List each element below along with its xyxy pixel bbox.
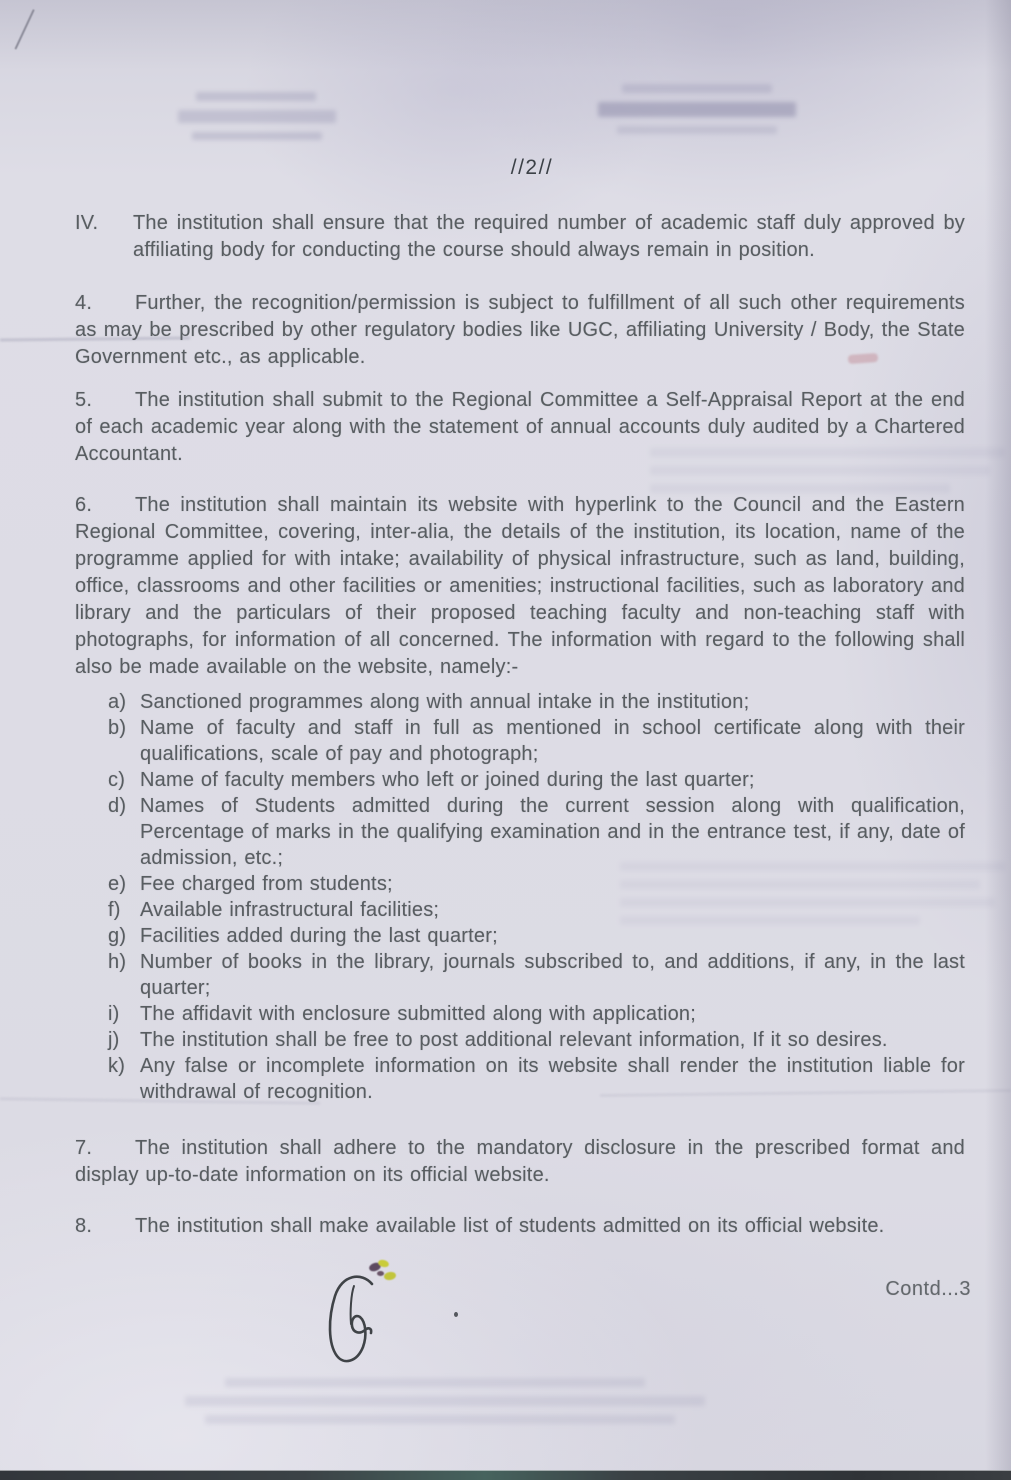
paragraph-6-number: 6. [75,494,93,516]
list-item-a-text: Sanctioned programmes along with annual intake in the institution; [140,691,750,713]
signature-squiggle [316,1272,388,1372]
list-item-b [108,715,965,767]
paragraph-7 [75,1135,965,1189]
paragraph-4 [75,290,965,371]
bleedthrough-text-block [185,1378,705,1433]
paragraph-5-number: 5. [75,389,93,411]
paragraph-4-text: Further, the recognition/permission is subject to fulfillment of all such other requirements as may be prescribed by other regulatory bodies like UGC, affiliating University / Body, the State Government etc., as applicable. [75,292,965,368]
list-item-a [108,689,965,715]
list-item-e-text: Fee charged from students; [140,873,393,895]
paragraph-iv-text: The institution shall ensure that the required number of academic staff duly approved by affiliating body for conducting the course should always remain in position. [133,212,965,261]
page-number-marker: //2// [510,156,554,179]
paragraph-8-number: 8. [75,1215,93,1237]
ink-dot [454,1312,458,1317]
paragraph-6 [75,492,965,681]
paragraph-8-text: The institution shall make available list of students admitted on its official website. [135,1215,885,1237]
list-item-c-label: c) [108,769,126,791]
list-item-i-text: The affidavit with enclosure submitted along with application; [140,1003,697,1025]
list-item-k-label: k) [108,1055,126,1077]
paragraph-7-text: The institution shall adhere to the mandatory disclosure in the prescribed format and display up-to-date information on its official website. [75,1137,965,1186]
list-item-g [108,923,965,949]
list-item-d-label: d) [108,795,127,817]
list-item-g-label: g) [108,925,127,947]
paragraph-5 [75,387,965,468]
list-item-c-text: Name of faculty members who left or joined during the last quarter; [140,769,755,791]
paragraph-iv [75,210,965,264]
list-item-h-label: h) [108,951,127,973]
paragraph-7-number: 7. [75,1137,93,1159]
paragraph-5-text: The institution shall submit to the Regional Committee a Self-Appraisal Report at the end of each academic year along with the statement of annual accounts duly audited by a Chartered Accountant. [75,389,965,465]
paragraph-iv-number: IV. [75,212,99,234]
list-item-g-text: Facilities added during the last quarter; [140,925,498,947]
list-item-j [108,1027,965,1053]
list-item-b-label: b) [108,717,127,739]
paragraph-6-text: The institution shall maintain its website with hyperlink to the Council and the Eastern Regional Committee, covering, inter-alia, the details of the institution, its location, name of the programme applied for with intake; availability of physical infrastructure, such as land, building, office, classrooms and other facilities or amenities; instructional facilities, such as laboratory and library and the particulars of their proposed teaching faculty and non-teaching staff with photographs, for information of all concerned. The information with regard to the following shall also be made available on the website, namely:- [75,494,965,678]
list-item-i [108,1001,965,1027]
list-item-a-label: a) [108,691,127,713]
list-item-c [108,767,965,793]
list-item-k [108,1053,965,1105]
list-item-d [108,793,965,871]
list-item-b-text: Name of faculty and staff in full as mentioned in school certificate along with their qualifications, scale of pay and photograph; [140,717,965,765]
document-body [75,0,965,1240]
list-item-h [108,949,965,1001]
list-item-f [108,897,965,923]
list-item-k-text: Any false or incomplete information on its website shall render the institution liable for withdrawal of recognition. [140,1055,965,1103]
continuation-note: Contd...3 [885,1278,971,1300]
scan-shadow-right [985,0,1011,1480]
ink-fleck [377,1271,384,1276]
list-item-e [108,871,965,897]
list-item-j-text: The institution shall be free to post additional relevant information, If it so desires. [140,1029,888,1051]
list-item-i-label: i) [108,1003,120,1025]
paragraph-4-number: 4. [75,292,93,314]
list-item-e-label: e) [108,873,127,895]
paragraph-8 [75,1213,965,1240]
ink-fleck [383,1271,396,1281]
list-item-j-label: j) [108,1029,120,1051]
list-item-f-text: Available infrastructural facilities; [140,899,440,921]
list-item-h-text: Number of books in the library, journals subscribed to, and additions, if any, in the last quarter; [140,951,965,999]
scan-edge-strip [0,1470,1011,1480]
list-item-d-text: Names of Students admitted during the current session along with qualification, Percentage of marks in the qualifying examination and in the entrance test, if any, date of admission, etc.; [140,795,965,869]
website-information-list [108,689,965,1105]
list-item-f-label: f) [108,899,121,921]
